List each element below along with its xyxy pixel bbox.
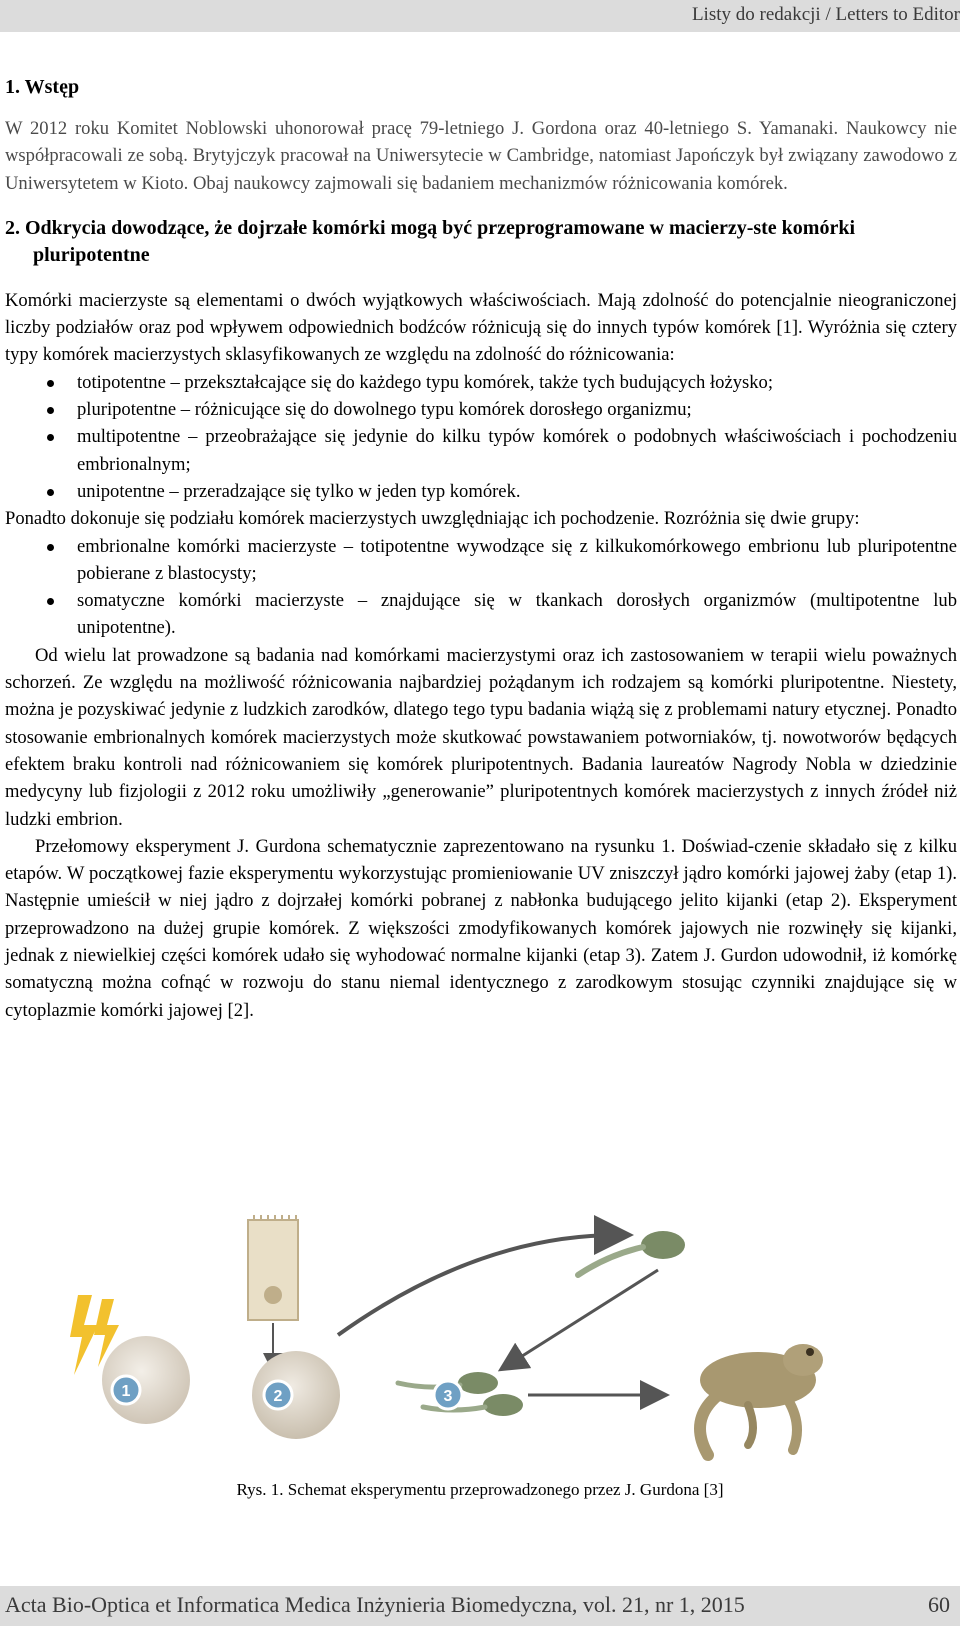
page-number: 60 (928, 1592, 950, 1617)
bullet-icon (47, 489, 54, 496)
list-item: multipotentne – przeobrażające się jedynie do kilku typów komórek o podobnych właściwościach i pochodzeniu embrionalnym; (5, 423, 957, 478)
bullet-icon (47, 544, 54, 551)
footer-band (0, 1586, 960, 1626)
bullet-icon (47, 598, 54, 605)
step-2-label: 2 (273, 1388, 283, 1405)
list-item: totipotentne – przekształcające się do każdego typu komórek, także tych budujących łożysko; (5, 369, 957, 396)
figure-gurdon-experiment (58, 1215, 888, 1473)
section-2-heading: 2. Odkrycia dowodzące, że dojrzałe komórki mogą być przeprogramowane w macierzy-ste komórki pluripotentne (5, 216, 856, 266)
arrow-icon (508, 1270, 658, 1365)
journal-citation: Acta Bio-Optica et Informatica Medica Inżynieria Biomedyczna, vol. 21, nr 1, 2015 (5, 1592, 745, 1617)
experiment-diagram (58, 1215, 888, 1473)
paragraph-research: Od wielu lat prowadzone są badania nad komórkami macierzystymi oraz ich zastosowaniem w terapii wielu poważnych schorzeń. Ze względu na możliwość różnicowania najbardziej pożądanym ich rodzajem są komórki pluripotentne. Niestety, można je pozyskiwać jedynie z ludzkich zarodków, dlatego tego typu badania wiążą się z problemami natury etycznej. Ponadto stosowanie embrionalnych komórek macierzystych może skutkować powstawaniem potworniaków, tj. nowotworów będących efektem braku kontroli nad różnicowaniem się komórek pluripotentnych. Badania laureatów Nagrody Nobla w dziedzinie medycyny lub fizjologii z 2012 roku umożliwiły „generowanie” pluripotentnych komórek macierzystych z innych źródeł niż ludzki embrion. (5, 644, 957, 830)
curved-arrow-icon (338, 1235, 618, 1335)
origin-intro: Ponadto dokonuje się podziału komórek macierzystych uwzględniając ich pochodzenie. Rozróżnia się dwie grupy: (5, 508, 860, 530)
section-2-intro: Komórki macierzyste są elementami o dwóch wyjątkowych właściwościach. Mają zdolność do potencjalnie nieograniczonej liczby podziałów oraz pod wpływem odpowiednich bodźców różnicują się do innych typów komórek [1]. Wyróżnia się cztery typy komórek macierzystych sklasyfikowanych ze względu na zdolność do różnicowania: (5, 289, 957, 366)
stem-cell-groups-list (5, 533, 957, 642)
paragraph-experiment: Przełomowy eksperyment J. Gurdona schematycznie zaprezentowano na rysunku 1. Doświad-czenie składało się z kilku etapów. W początkowej fazie eksperymentu wykorzystując promieniowanie UV zniszczył jądro komórki jajowej żaby (etap 1). Następnie umieścił w niej jądro z dojrzałej komórki pobranej z nabłonka budującego jelito kijanki (etap 2). Eksperyment przeprowadzono na dużej grupie komórek. Z większości zmodyfikowanych komórek jajowych nie rozwinęły się kijanki, jednak z niewielkiej części komórek udało się wyhodować normalne kijanki (etap 3). Zatem J. Gurdon udowodnił, iż komórkę somatyczną można cofnąć w rozwoju do stanu niemal identycznego z zarodkowym stosując czynniki znajdujące się w cytoplazmie komórki jajowej [2]. (5, 835, 957, 1021)
section-1-heading: 1. Wstęp (5, 76, 80, 98)
step-3-label: 3 (443, 1388, 453, 1405)
step-1-label: 1 (121, 1383, 131, 1400)
bullet-icon (47, 434, 54, 441)
running-header: Listy do redakcji / Letters to Editor (691, 4, 960, 25)
list-item: somatyczne komórki macierzyste – znajdujące się w tkankach dorosłych organizmów (multipotentne lub unipotentne). (5, 587, 957, 642)
figure-caption: Rys. 1. Schemat eksperymentu przeprowadzonego przez J. Gurdona [3] (236, 1480, 724, 1499)
list-item: unipotentne – przeradzające się tylko w jeden typ komórek. (5, 478, 957, 505)
stem-cell-types-list (5, 369, 957, 505)
header-band (0, 0, 960, 32)
list-item: pluripotentne – różnicujące się do dowolnego typu komórek dorosłego organizmu; (5, 396, 957, 423)
intestinal-cell-icon (248, 1215, 298, 1320)
article-body (5, 74, 957, 1024)
frog-icon (700, 1344, 823, 1455)
section-1-paragraph: W 2012 roku Komitet Noblowski uhonorował pracę 79-letniego J. Gordona oraz 40-letniego S. Yamanaki. Naukowcy nie współpracowali ze sobą. Brytyjczyk pracował na Uniwersytecie w Cambridge, natomiast Japończyk był związany zawodowo z Uniwersytetem w Kioto. Obaj naukowcy zajmowali się badaniem mechanizmów różnicowania komórek. (5, 118, 957, 194)
bullet-icon (47, 380, 54, 387)
list-item: embrionalne komórki macierzyste – totipotentne wywodzące się z kilkukomórkowego embrionu lub pluripotentne pobierane z blastocysty; (5, 533, 957, 588)
bullet-icon (47, 407, 54, 414)
